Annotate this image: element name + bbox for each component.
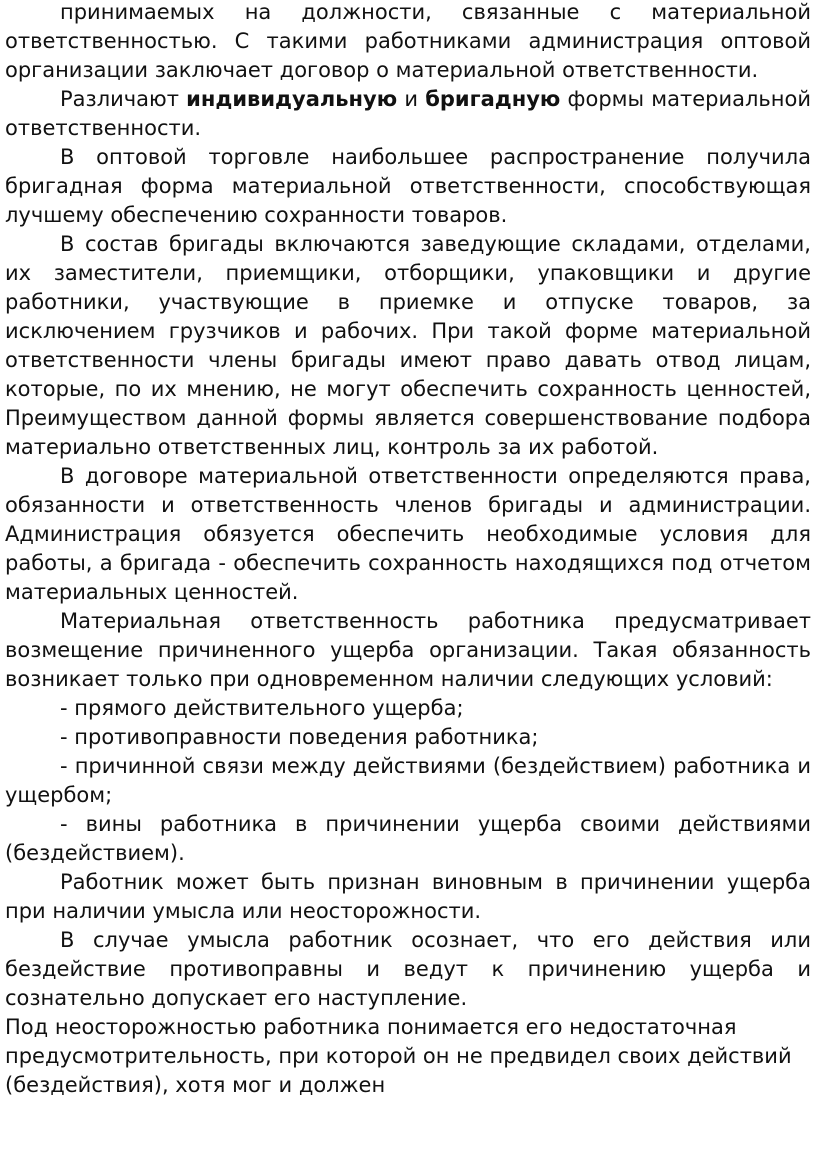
paragraph-continuation: принимаемых на должности, связанные с материальной ответственностью. С такими работниками администрация оптовой организации заключает договор о материальной ответственности.	[5, 0, 811, 82]
forms-lead: Различают	[60, 87, 187, 111]
document-page	[5, 0, 811, 1100]
bold-term-individual: индивидуальную	[186, 87, 398, 111]
paragraph-intent: В случае умысла работник осознает, что его действия или бездействие противоправны и ведут к причинению ущерба и сознательно допускает его наступление.	[5, 928, 811, 1010]
list-item: - причинной связи между действиями (бездействием) работника и ущербом;	[5, 754, 811, 807]
list-item: - вины работника в причинении ущерба своими действиями (бездействием).	[5, 812, 811, 865]
forms-tail: формы материальной ответственности.	[5, 87, 811, 140]
paragraph-liability: Материальная ответственность работника предусматривает возмещение причиненного ущерба организации. Такая обязанность возникает только при одновременном наличии следующих условий:	[5, 609, 811, 691]
paragraph-contract: В договоре материальной ответственности определяются права, обязанности и ответственность членов бригады и администрации. Администрация обязуется обеспечить необходимые условия для работы, а бригада - обеспечить сохранность находящихся под отчетом материальных ценностей.	[5, 464, 811, 604]
list-item: - прямого действительного ущерба;	[60, 696, 464, 720]
paragraph-brigade-composition: В состав бригады включаются заведующие складами, отделами, их заместители, приемщики, отборщики, упаковщики и другие работники, участвующие в приемке и отпуске товаров, за исключением грузчиков и рабочих. При такой форме материальной ответственности члены бригады имеют право давать отвод лицам, которые, по их мнению, не могут обеспечить сохранность ценностей, Преимуществом данной формы является совершенствование подбора материально ответственных лиц, контроль за их работой.	[5, 232, 811, 459]
paragraph-forms	[5, 85, 811, 143]
paragraph-negligence: Под неосторожностью работника понимается его недостаточная предусмотрительность, при которой он не предвидел своих действий (бездействия), хотя мог и должен	[5, 1015, 792, 1097]
list-item: - противоправности поведения работника;	[60, 725, 539, 749]
paragraph-guilt: Работник может быть признан виновным в причинении ущерба при наличии умысла или неосторожности.	[5, 870, 811, 923]
paragraph-wholesale: В оптовой торговле наибольшее распространение получила бригадная форма материальной ответственности, способствующая лучшему обеспечению сохранности товаров.	[5, 145, 811, 227]
forms-mid: и	[397, 87, 426, 111]
bold-term-brigade: бригадную	[425, 87, 561, 111]
